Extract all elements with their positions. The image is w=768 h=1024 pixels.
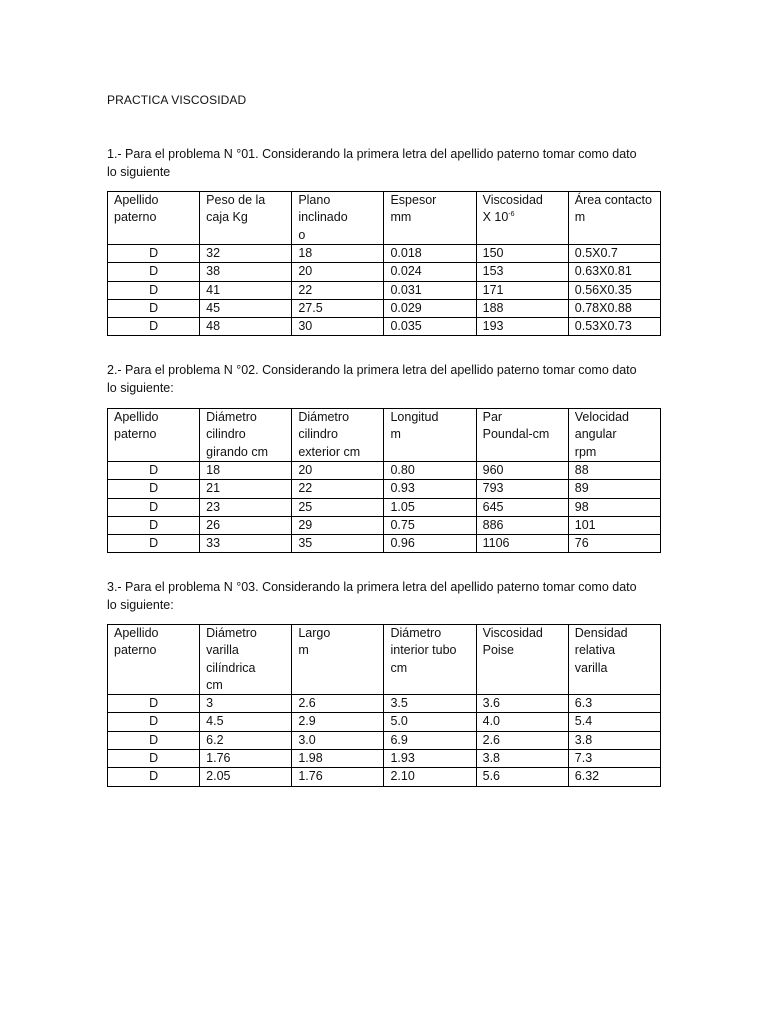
table-cell: 33	[200, 535, 292, 553]
table-cell: 0.78X0.88	[568, 299, 660, 317]
table-cell: D	[108, 768, 200, 786]
column-header-line: rpm	[574, 444, 597, 459]
column-header	[108, 409, 200, 462]
table-cell: 35	[292, 535, 384, 553]
table-cell: 0.93	[384, 480, 476, 498]
column-header	[108, 192, 200, 245]
column-header-line: cm	[390, 660, 408, 675]
column-header	[568, 192, 660, 245]
page-title: PRACTICA VISCOSIDAD	[107, 93, 247, 107]
problem-3-statement	[107, 578, 667, 614]
table-cell: 5.6	[476, 768, 568, 786]
column-header-line: Área contacto	[574, 193, 652, 207]
table-cell: 26	[200, 516, 292, 534]
table-cell: D	[108, 318, 200, 336]
column-header	[384, 409, 476, 462]
table-cell: 3.8	[476, 750, 568, 768]
table-row	[108, 498, 661, 516]
table-header-row	[108, 409, 661, 462]
table-cell: 2.6	[292, 695, 384, 713]
column-header-line: Viscosidad	[482, 193, 543, 207]
table-cell: 3.5	[384, 695, 476, 713]
column-header-line: caja Kg	[206, 210, 248, 225]
problem-2-line-2: lo siguiente:	[107, 381, 174, 395]
table-cell: 6.2	[200, 731, 292, 749]
table-cell: 2.05	[200, 768, 292, 786]
table-cell: 1.98	[292, 750, 384, 768]
table-cell: 20	[292, 263, 384, 281]
column-header-line: Apellido	[114, 193, 159, 207]
column-header	[568, 625, 660, 695]
table-cell: 4.5	[200, 713, 292, 731]
column-header	[568, 409, 660, 462]
problem-1-line-1: 1.- Para el problema N °01. Considerando la primera letra del apellido paterno tomar como dato	[107, 147, 637, 161]
table-cell: 6.3	[568, 695, 660, 713]
problem-2-table	[107, 408, 661, 553]
column-header	[200, 409, 292, 462]
column-header-line: Diámetro	[390, 626, 442, 640]
table-cell: 45	[200, 299, 292, 317]
table-cell: 645	[476, 498, 568, 516]
table-cell: 25	[292, 498, 384, 516]
column-header-line: paterno	[114, 427, 157, 442]
table-cell: 0.53X0.73	[568, 318, 660, 336]
table-cell: 153	[476, 263, 568, 281]
table-cell: 0.96	[384, 535, 476, 553]
table-cell: 6.9	[384, 731, 476, 749]
table-cell: 89	[568, 480, 660, 498]
table-cell: D	[108, 750, 200, 768]
table-cell: 27.5	[292, 299, 384, 317]
table-row	[108, 695, 661, 713]
table-cell: 0.024	[384, 263, 476, 281]
column-header-line: Viscosidad	[482, 626, 543, 640]
table-cell: D	[108, 516, 200, 534]
table-cell: 171	[476, 281, 568, 299]
column-header	[200, 625, 292, 695]
column-header-line: interior tubo	[390, 643, 457, 658]
table-row	[108, 535, 661, 553]
table-cell: 48	[200, 318, 292, 336]
table-cell: 793	[476, 480, 568, 498]
column-header	[292, 192, 384, 245]
table-cell: 23	[200, 498, 292, 516]
column-header-line: o	[298, 227, 306, 242]
table-cell: D	[108, 713, 200, 731]
column-header-line: cilíndrica	[206, 660, 256, 675]
table-cell: 960	[476, 462, 568, 480]
column-header-line: X $10^{-6}$	[482, 210, 515, 225]
table-cell: 6.32	[568, 768, 660, 786]
table-cell: 5.4	[568, 713, 660, 731]
table-cell: 30	[292, 318, 384, 336]
table-row	[108, 263, 661, 281]
column-header-line: Diámetro	[206, 410, 257, 424]
column-header-line: varilla	[574, 660, 608, 675]
table-cell: 29	[292, 516, 384, 534]
column-header	[200, 192, 292, 245]
column-header	[476, 192, 568, 245]
table-row	[108, 281, 661, 299]
column-header-line: girando cm	[206, 444, 268, 459]
table-cell: 98	[568, 498, 660, 516]
table-cell: D	[108, 731, 200, 749]
table-cell: 32	[200, 245, 292, 263]
problem-3-line-1: 3.- Para el problema N °03. Considerando la primera letra del apellido paterno tomar como dato	[107, 580, 637, 594]
column-header-line: Poise	[482, 643, 514, 658]
table-cell: 2.6	[476, 731, 568, 749]
column-header-line: Longitud	[390, 410, 439, 424]
table-cell: D	[108, 281, 200, 299]
table-row	[108, 516, 661, 534]
column-header-line: m	[298, 643, 309, 658]
table-cell: 4.0	[476, 713, 568, 731]
column-header	[108, 625, 200, 695]
column-header-line: angular	[574, 427, 617, 442]
table-cell: 88	[568, 462, 660, 480]
table-cell: 3.0	[292, 731, 384, 749]
table-header-row	[108, 625, 661, 695]
table-row	[108, 768, 661, 786]
column-header-line: Plano	[298, 193, 331, 207]
table-cell: D	[108, 299, 200, 317]
table-cell: D	[108, 498, 200, 516]
table-cell: 0.63X0.81	[568, 263, 660, 281]
problem-3-line-2: lo siguiente:	[107, 598, 174, 612]
table-cell: D	[108, 462, 200, 480]
table-header-row	[108, 192, 661, 245]
table-cell: D	[108, 535, 200, 553]
column-header	[292, 625, 384, 695]
table-cell: 150	[476, 245, 568, 263]
table-cell: 886	[476, 516, 568, 534]
table-cell: 2.9	[292, 713, 384, 731]
table-cell: 5.0	[384, 713, 476, 731]
table-row	[108, 713, 661, 731]
column-header-line: Par	[482, 410, 503, 424]
column-header-line: Largo	[298, 626, 331, 640]
table-cell: 0.035	[384, 318, 476, 336]
table-cell: 193	[476, 318, 568, 336]
table-cell: 0.029	[384, 299, 476, 317]
table-cell: 101	[568, 516, 660, 534]
table-cell: 0.031	[384, 281, 476, 299]
table-cell: 0.56X0.35	[568, 281, 660, 299]
table-cell: 1.76	[200, 750, 292, 768]
table-cell: 0.018	[384, 245, 476, 263]
table-row	[108, 299, 661, 317]
column-header-line: Diámetro	[298, 410, 350, 424]
column-header-line: relativa	[574, 643, 616, 658]
table-cell: 0.75	[384, 516, 476, 534]
column-header-line: Espesor	[390, 193, 437, 207]
column-header	[292, 409, 384, 462]
table-cell: 0.5X0.7	[568, 245, 660, 263]
column-header-line: Peso de la	[206, 193, 266, 207]
table-cell: 7.3	[568, 750, 660, 768]
table-row	[108, 480, 661, 498]
table-row	[108, 731, 661, 749]
table-row	[108, 462, 661, 480]
column-header-line: m	[574, 210, 586, 225]
table-cell: 1.76	[292, 768, 384, 786]
column-header-line: exterior cm	[298, 444, 361, 459]
column-header	[476, 625, 568, 695]
table-cell: 22	[292, 281, 384, 299]
column-header-line: varilla	[206, 643, 239, 658]
problem-2-statement	[107, 361, 667, 397]
table-cell: 3	[200, 695, 292, 713]
table-cell: D	[108, 263, 200, 281]
column-header-line: Velocidad	[574, 410, 629, 424]
table-cell: 22	[292, 480, 384, 498]
table-cell: 18	[292, 245, 384, 263]
column-header	[476, 409, 568, 462]
problem-3-table	[107, 624, 661, 787]
table-row	[108, 245, 661, 263]
column-header-line: mm	[390, 210, 412, 225]
table-cell: 1106	[476, 535, 568, 553]
column-header-line: cilindro	[298, 427, 338, 442]
table-cell: D	[108, 245, 200, 263]
column-header-line: cm	[206, 677, 223, 692]
table-row	[108, 318, 661, 336]
column-header-line: paterno	[114, 643, 157, 658]
column-header-line: inclinado	[298, 210, 348, 225]
table-cell: 20	[292, 462, 384, 480]
table-row	[108, 750, 661, 768]
problem-1-statement	[107, 145, 667, 181]
table-cell: 21	[200, 480, 292, 498]
column-header-line: Densidad	[574, 626, 628, 640]
table-cell: 3.6	[476, 695, 568, 713]
table-cell: D	[108, 695, 200, 713]
table-cell: 76	[568, 535, 660, 553]
table-cell: 3.8	[568, 731, 660, 749]
column-header-line: Poundal-cm	[482, 427, 550, 442]
exponent: -6	[508, 211, 515, 219]
table-cell: D	[108, 480, 200, 498]
problem-1-line-2: lo siguiente	[107, 165, 171, 179]
column-header	[384, 625, 476, 695]
table-cell: 2.10	[384, 768, 476, 786]
column-header-line: Apellido	[114, 410, 159, 424]
problem-2-line-1: 2.- Para el problema N °02. Considerando la primera letra del apellido paterno tomar como dato	[107, 363, 637, 377]
column-header-line: m	[390, 427, 401, 442]
column-header	[384, 192, 476, 245]
table-cell: 18	[200, 462, 292, 480]
column-header-line: Apellido	[114, 626, 159, 640]
table-cell: 1.93	[384, 750, 476, 768]
table-cell: 0.80	[384, 462, 476, 480]
column-header-line: paterno	[114, 210, 157, 225]
column-header-line: Diámetro	[206, 626, 257, 640]
table-cell: 38	[200, 263, 292, 281]
table-cell: 1.05	[384, 498, 476, 516]
table-cell: 41	[200, 281, 292, 299]
column-header-line: cilindro	[206, 427, 246, 442]
table-cell: 188	[476, 299, 568, 317]
problem-1-table	[107, 191, 661, 336]
